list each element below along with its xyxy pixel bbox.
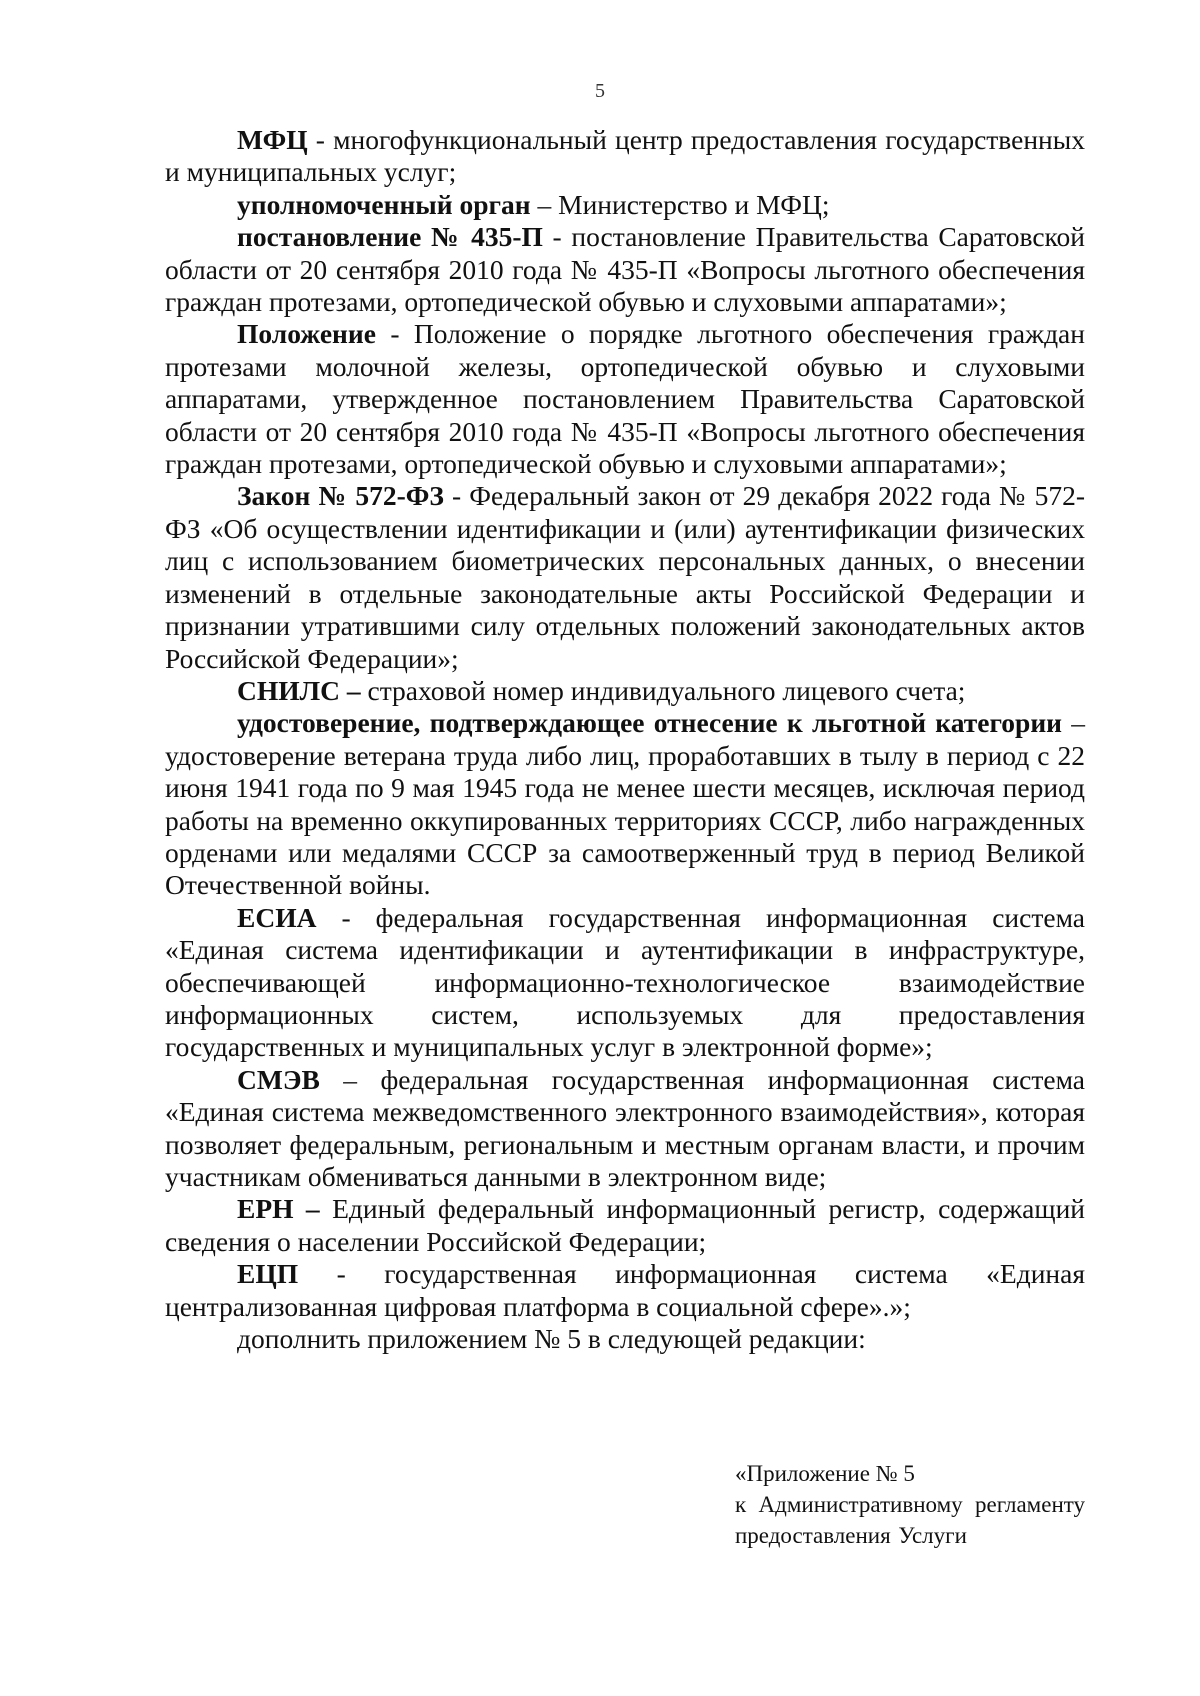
definition-benefit-certificate <box>165 707 1085 901</box>
definition-term: ЕРН – <box>237 1193 320 1225</box>
definition-term: Положение <box>237 318 376 350</box>
definition-separator <box>320 1193 332 1224</box>
definition-separator: - <box>443 480 470 512</box>
definition-text: постановление Правительства Саратовской области от 20 сентября 2010 года № 435-П «Вопросы льготного обеспечения граждан протезами, ортопедической обувью и слуховыми аппаратами»; <box>165 221 1085 318</box>
definition-text: государственная информационная система «Единая централизованная цифровая платформа в социальной сфере».»; <box>165 1258 1085 1322</box>
definition-separator: - <box>316 901 376 933</box>
definition-text: Министерство и МФЦ; <box>558 188 830 220</box>
definition-separator: - <box>375 318 414 350</box>
definition-text: многофункциональный центр предоставления государственных и муниципальных услуг; <box>165 124 1085 188</box>
definition-term: СМЭВ <box>237 1063 320 1095</box>
definition-separator: - <box>542 221 572 253</box>
appendix-text: к Административному регламенту предоставления Услуги <box>735 1492 1085 1548</box>
definition-text: Положение о порядке льготного обеспечения граждан протезами молочной железы, ортопедической обувью и слуховыми аппаратами, утвержденное постановлением Правительства Саратовской области от 20 сентября 2010 года № 435-П «Вопросы льготного обеспечения граждан протезами, ортопедической обувью и слуховыми аппаратами»; <box>165 318 1085 480</box>
appendix-title: «Приложение № 5 <box>735 1461 915 1486</box>
closing-line: дополнить приложением № 5 в следующей редакции: <box>237 1323 866 1355</box>
document-body <box>165 124 1085 1355</box>
definition-text: Единый федеральный информационный регистр, содержащий сведения о населении Российской Федерации; <box>165 1193 1085 1257</box>
definition-esia <box>165 902 1085 1064</box>
definition-mfc <box>165 124 1085 189</box>
definition-regulation <box>165 318 1085 480</box>
definition-term: ЕСИА <box>237 901 317 933</box>
definition-text: Федеральный закон от 29 декабря 2022 года № 572-ФЗ «Об осуществлении идентификации и (или) аутентификации физических лиц с использованием биометрических персональных данных, о внесении изменений в отдельные законодательные акты Российской Федерации и признании утратившими силу отдельных положений законодательных актов Российской Федерации»; <box>165 480 1085 674</box>
definition-separator: - <box>307 124 334 155</box>
definition-term: уполномоченный орган <box>237 188 531 220</box>
definition-snils <box>165 675 1085 707</box>
definition-term: Закон № 572-ФЗ <box>237 480 444 512</box>
definition-ern <box>165 1193 1085 1258</box>
definition-text: федеральная государственная информационная система «Единая система идентификации и аутентификации в инфраструктуре, обеспечивающей информационно-технологическое взаимодействие информационных систем, используемых для предоставления государственных и муниципальных услуг в электронной форме»; <box>165 901 1085 1063</box>
definition-term: СНИЛС – <box>237 674 361 706</box>
page-number: 5 <box>595 80 605 102</box>
definition-separator <box>1062 707 1071 738</box>
definition-smev <box>165 1064 1085 1194</box>
definition-authorized-body <box>165 189 1085 221</box>
definition-term: удостоверение, подтверждающее отнесение к льготной категории <box>237 707 1063 739</box>
definition-separator <box>361 675 368 706</box>
definition-separator: - <box>298 1258 385 1290</box>
definition-text: федеральная государственная информационная система «Единая система межведомственного электронного взаимодействия», которая позволяет федеральным, региональным и местным органам власти, и прочим участникам обмениваться данными в электронном виде; <box>165 1063 1086 1192</box>
definition-term: постановление № 435-П <box>237 221 543 253</box>
definition-text: – удостоверение ветерана труда либо лиц, проработавших в тылу в период с 22 июня 1941 года по 9 мая 1945 года не менее шести месяцев, исключая период работы на временно оккупированных территориях СССР, либо награжденных орденами или медалями СССР за самоотверженный труд в период Великой Отечественной войны. <box>165 707 1085 901</box>
definition-term: ЕЦП <box>237 1258 299 1290</box>
appendix-header <box>735 1458 1085 1551</box>
definition-resolution-435 <box>165 221 1085 318</box>
definition-separator: – <box>319 1063 381 1095</box>
definition-separator: – <box>530 188 559 220</box>
definition-term: МФЦ <box>237 124 308 155</box>
definition-ecp <box>165 1258 1085 1323</box>
definition-text: страховой номер индивидуального лицевого счета; <box>367 674 966 706</box>
definition-law-572 <box>165 480 1085 674</box>
